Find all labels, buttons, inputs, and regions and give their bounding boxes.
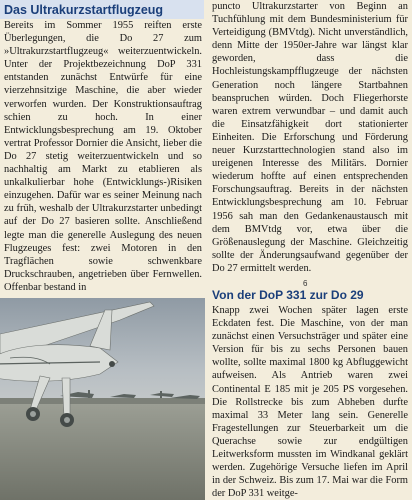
- page-number: 6: [303, 279, 308, 288]
- right-column-body-2: Knapp zwei Wochen später lagen erste Eckdaten fest. Die Maschine, von der man zunächst einen Versuchsträger und später eine Version für bis zu sechs Personen bauen wollte, sollte maximal 1800 kg Abfluggewicht aufweisen. Als Antrieb waren zwei Continental E 185 mit je 205 PS vorgesehen. Die Rollstrecke bis zum Abheben durfte maximal 33 Meter lang sein. Generelle Fragestellungen zur Steuerbarkeit um die Querachse sowie zur endgültigen Leitwerksform mussten im Windkanal geklärt werden. Zugehörige Versuche liefen im April in der Schweiz. Bis zum 17. Mai war die Form der DoP 331 weitge-: [212, 305, 408, 500]
- left-column-body: Bereits im Sommer 1955 reiften erste Überlegungen, die Do 27 zum »Ultrakurzstartflugzeug« weiterzuentwickeln. Unter der Projektbezeichnung DoP 331 entstanden zunächst Entwürfe für eine vierzehnsitzige Maschine, die aber wieder verworfen wurden. Der Konstruktionsauftrag schien zu hoch. In einer Entwicklungsbesprechung am 19. Oktober vertrat Professor Dornier die Ansicht, lieber die Do 27 stetig weiterzuentwickeln und so nachhaltig am Markt zu etablieren als unkalkulierbar hohe (Entwicklungs-)Risiken einzugehen. Dafür war es seiner Meinung nach zu früh, weshalb der Ultrakurzstarter unbedingt auf der Do 27 basieren sollte. Anschließend legte man die generelle Auslegung des neuen Flugzeuges fest: zwei Motoren in den Tragflächen sowie schwenkbare Druckschrauben, angetrieben über Fernwellen. Offenbar bestand in: [4, 20, 202, 293]
- left-column: [0, 0, 204, 294]
- right-column-body-1: puncto Ultrakurzstarter von Beginn an Tuchfühlung mit dem Bundesministerium für Verteidigung (BMVtdg). Nicht unverständlich, denn Mitte der 1950er-Jahre war längst klar geworden, dass die Hochleistungskampfflugzeuge der nächsten Generation noch längere Startbahnen beanspruchen würden. Doch Fliegerhorste waren extrem verwundbar – und damit auch die Einsatzfähigkeit dort stationierter Einheiten. Die Erforschung und Förderung neuer Kurzstarttechnologien stand also im ureigenen Interesse des Militärs. Dornier wiederum hoffte auf einen entsprechenden Forschungsauftrag. Bereits in der nächsten Entwicklungsbesprechung am 10. Februar 1956 sah man den Gedankenaustausch mit dem BMVtdg vor, etwa über die Größenauslegung der Maschine. Gleichzeitig sollte der Änderungsaufwand gegenüber der Do 27 ermittelt werden.: [212, 1, 408, 274]
- right-column: [208, 0, 412, 275]
- aircraft-photo: [0, 298, 205, 500]
- section-heading-ultrakurzstart: Das Ultrakurzstartflugzeug: [0, 0, 204, 19]
- section-heading-dop331-do29: Von der DoP 331 zur Do 29: [212, 288, 364, 302]
